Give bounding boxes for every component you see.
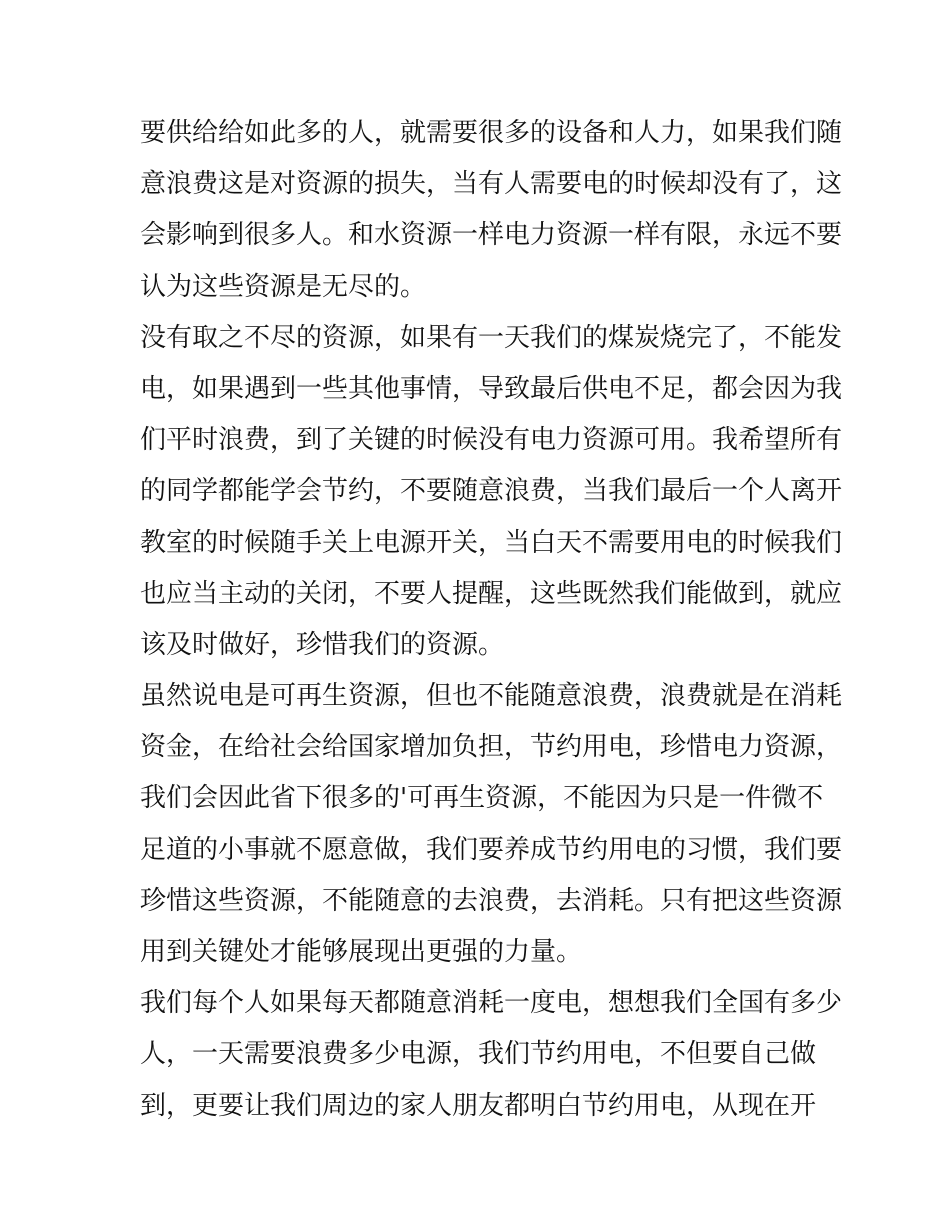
paragraph-4 [140, 978, 843, 1132]
text-line: 的同学都能学会节约，不要随意浪费，当我们最后一个人离开 [140, 476, 843, 507]
text-line: 要供给给如此多的人，就需要很多的设备和人力，如果我们随 [140, 118, 843, 148]
text-line: 资金，在给社会给国家增加负担，节约用电，珍惜电力资源， [140, 732, 843, 763]
text-line: 该及时做好，珍惜我们的资源。 [140, 629, 505, 660]
text-line: 电，如果遇到一些其他事情，导致最后供电不足，都会因为我 [140, 373, 843, 404]
text-line: 认为这些资源是无尽的。 [140, 271, 427, 302]
text-line: 意浪费这是对资源的损失，当有人需要电的时候却没有了，这 [140, 169, 843, 200]
text-line: 也应当主动的关闭，不要人提醒，这些既然我们能做到，就应 [140, 578, 843, 609]
paragraph-3 [140, 671, 843, 978]
text-line: 我们会因此省下很多的'可再生资源，不能因为只是一件微不 [140, 783, 824, 814]
text-line: 会影响到很多人。和水资源一样电力资源一样有限，永远不要 [140, 220, 843, 251]
text-line: 没有取之不尽的资源，如果有一天我们的煤炭烧完了，不能发 [140, 322, 843, 353]
text-line: 虽然说电是可再生资源，但也不能随意浪费，浪费就是在消耗 [140, 681, 843, 712]
paragraph-2 [140, 313, 843, 671]
text-line: 人，一天需要浪费多少电源，我们节约用电，不但要自己做 [140, 1039, 817, 1070]
paragraph-1 [140, 108, 843, 313]
text-line: 们平时浪费，到了关键的时候没有电力资源可用。我希望所有 [140, 425, 843, 456]
text-line: 我们每个人如果每天都随意消耗一度电，想想我们全国有多少 [140, 988, 843, 1019]
text-line: 珍惜这些资源，不能随意的去浪费，去消耗。只有把这些资源 [140, 885, 843, 916]
text-line: 教室的时候随手关上电源开关，当白天不需要用电的时候我们 [140, 527, 843, 558]
body-text [140, 108, 843, 1132]
text-line: 到，更要让我们周边的家人朋友都明白节约用电，从现在开 [140, 1090, 817, 1121]
text-line: 足道的小事就不愿意做，我们要养成节约用电的习惯，我们要 [140, 834, 843, 865]
text-line: 用到关键处才能够展现出更强的力量。 [140, 937, 583, 967]
